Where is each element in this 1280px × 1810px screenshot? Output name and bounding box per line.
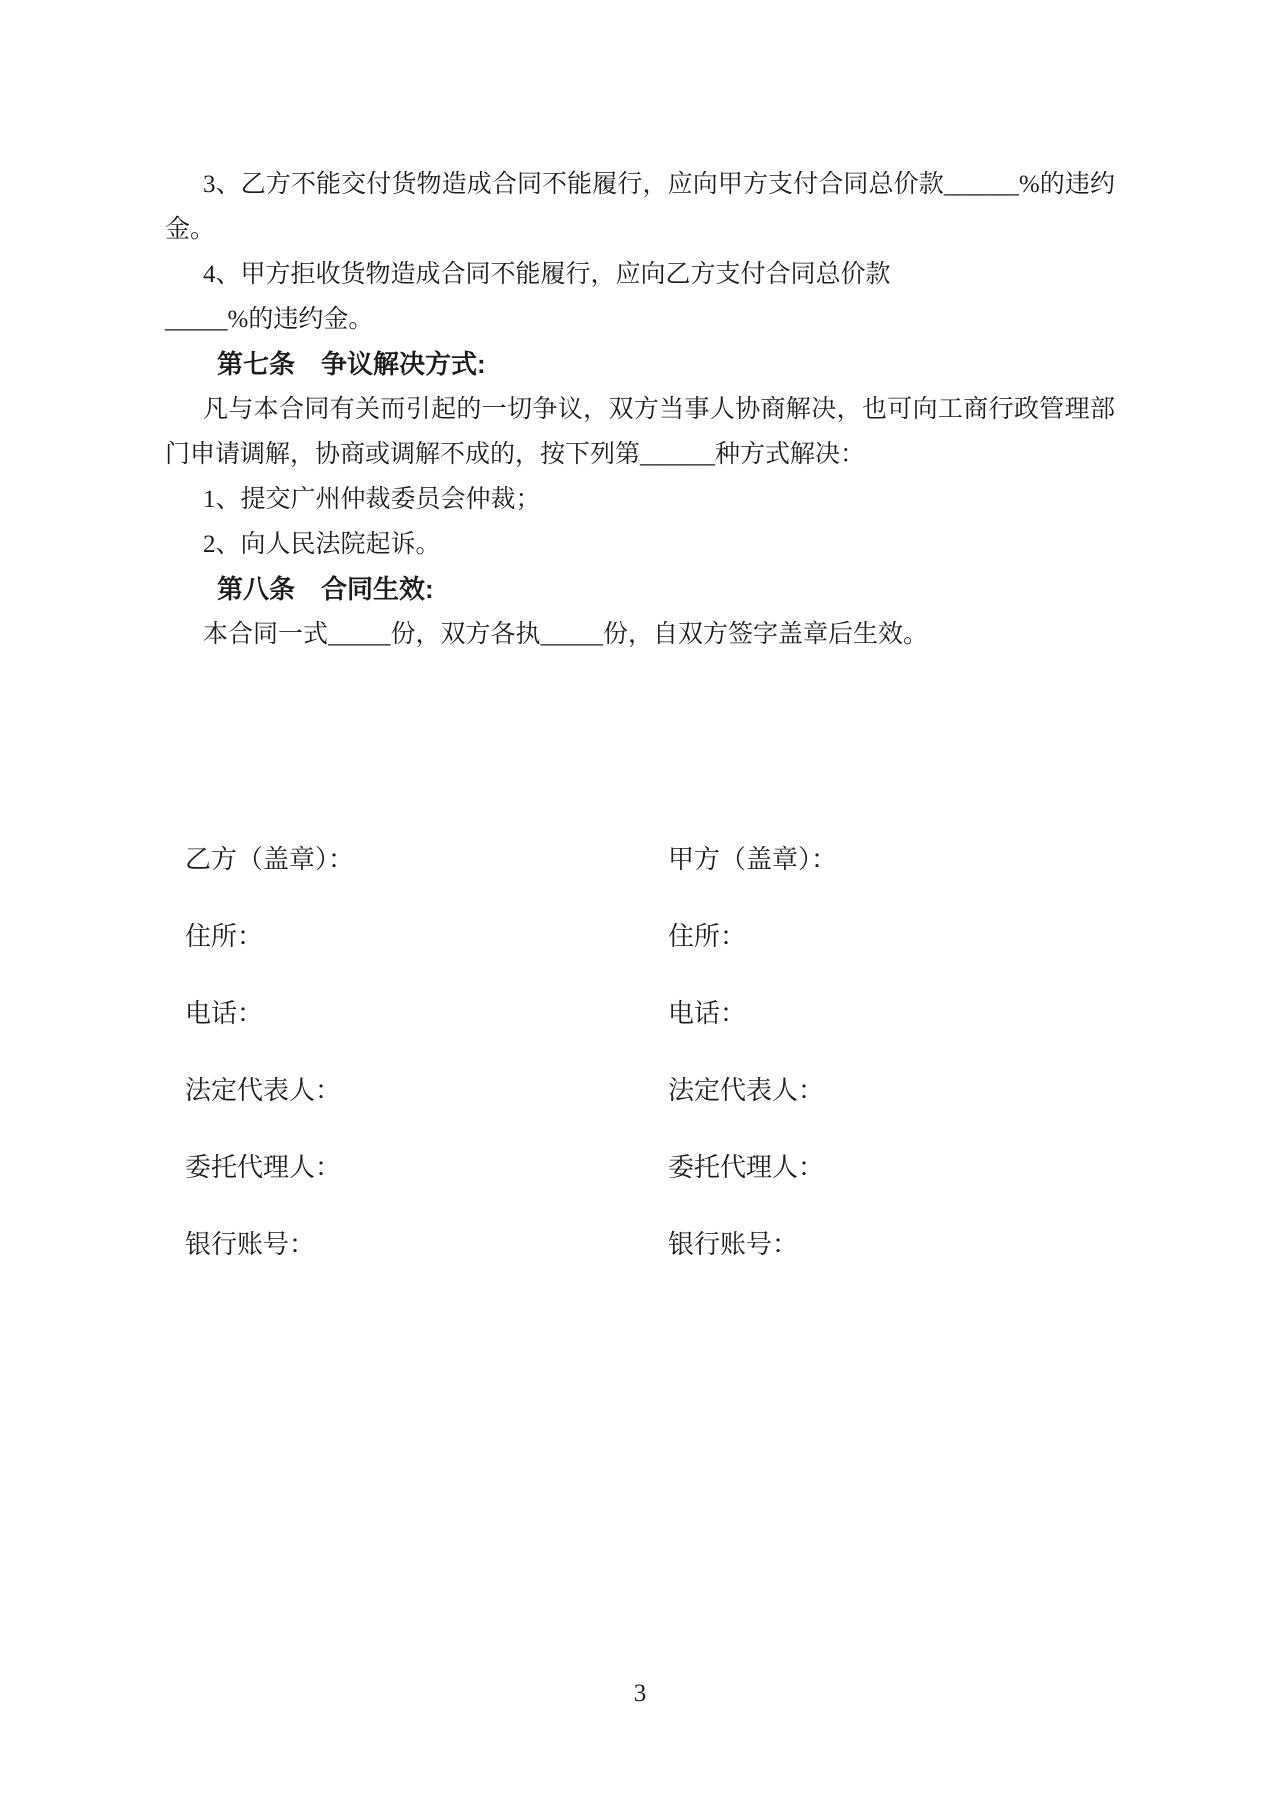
dispute-option-1-arbitration: 1、提交广州仲裁委员会仲裁；: [203, 486, 541, 513]
party-a-address-label: 住所：: [668, 922, 747, 951]
party-b-authorized-agent-label: 委托代理人：: [185, 1153, 342, 1182]
party-a-bank-account-label: 银行账号：: [668, 1230, 799, 1259]
dispute-option-2-court: 2、向人民法院起诉。: [203, 531, 441, 558]
article-8-effectiveness-paragraph: 本合同一式_____份，双方各执_____份，自双方签字盖章后生效。: [203, 621, 929, 648]
page-number: 3: [633, 1680, 647, 1707]
party-b-seal-label: 乙方（盖章）：: [185, 845, 355, 874]
clause-4-breach-by-party-a-line-2: _____%的违约金。: [165, 306, 374, 333]
party-b-legal-representative-label: 法定代表人：: [185, 1076, 342, 1105]
signature-block: [165, 837, 1115, 1299]
signature-row-address: [165, 914, 1115, 991]
party-b-bank-account-label: 银行账号：: [185, 1230, 316, 1259]
party-a-legal-representative-label: 法定代表人：: [668, 1076, 825, 1105]
party-b-address-label: 住所：: [185, 922, 264, 951]
party-a-phone-label: 电话：: [668, 999, 747, 1028]
party-a-seal-label: 甲方（盖章）：: [668, 845, 838, 874]
party-a-authorized-agent-label: 委托代理人：: [668, 1153, 825, 1182]
article-7-dispute-paragraph: 凡与本合同有关而引起的一切争议，双方当事人协商解决，也可向工商行政管理部门申请调解，协商或调解不成的，按下列第______种方式解决：: [165, 396, 1115, 468]
article-7-heading: 第七条 争议解决方式:: [217, 349, 486, 379]
signature-row-phone: [165, 991, 1115, 1068]
signature-row-authorized-agent: [165, 1145, 1115, 1222]
signature-row-bank-account: [165, 1222, 1115, 1299]
clause-4-breach-by-party-a-line-1: 4、甲方拒收货物造成合同不能履行，应向乙方支付合同总价款: [203, 261, 891, 288]
signature-row-seal: [165, 837, 1115, 914]
party-b-phone-label: 电话：: [185, 999, 264, 1028]
article-8-heading: 第八条 合同生效:: [217, 574, 434, 604]
signature-row-legal-representative: [165, 1068, 1115, 1145]
clause-3-breach-by-party-b: 3、乙方不能交付货物造成合同不能履行，应向甲方支付合同总价款______%的违约金。: [165, 171, 1115, 243]
